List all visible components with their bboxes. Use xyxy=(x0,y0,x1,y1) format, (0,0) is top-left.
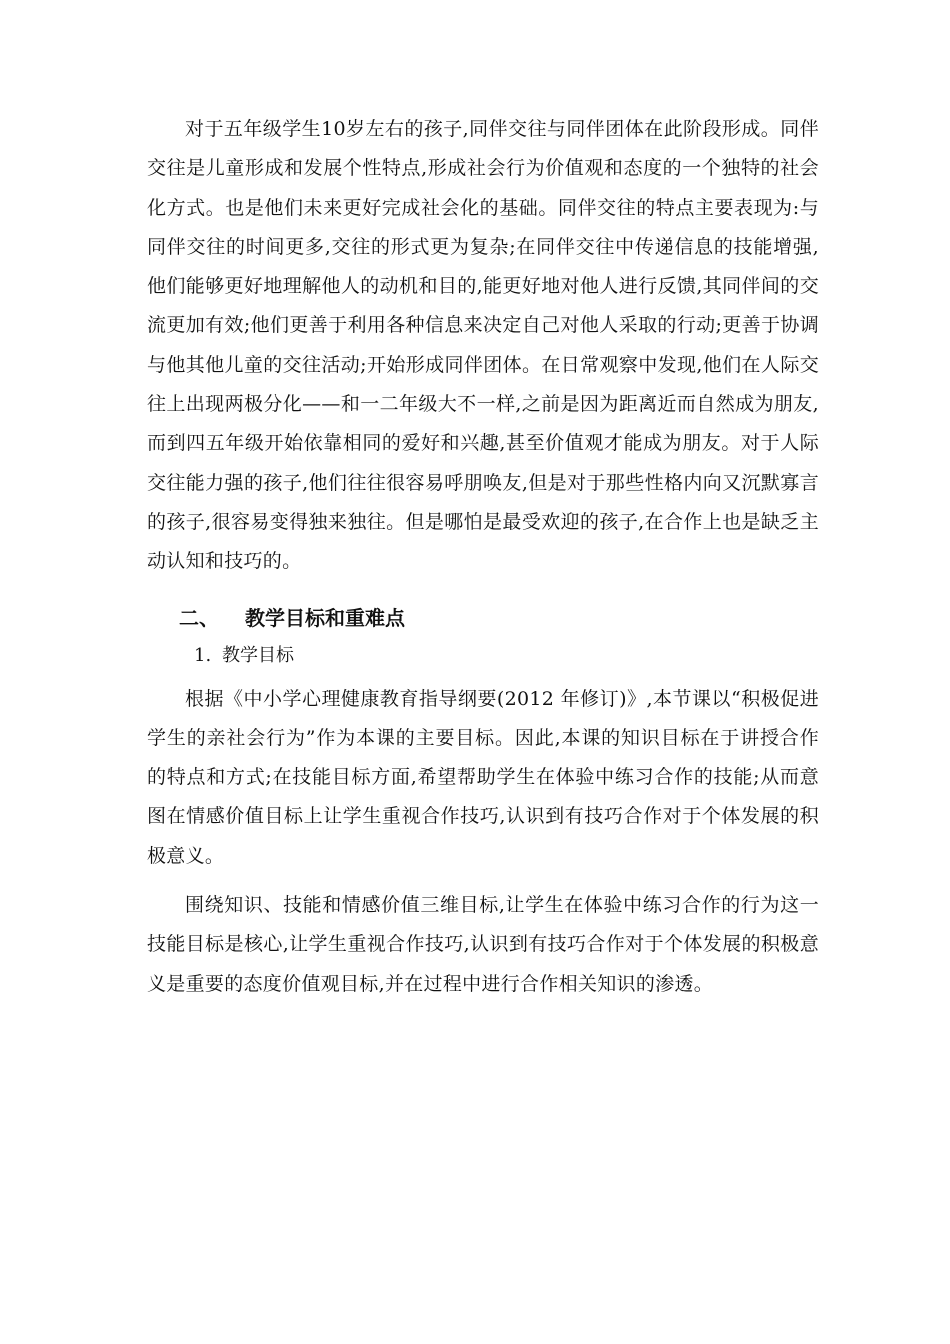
subsection-heading-1 xyxy=(147,644,819,668)
section-heading-2 xyxy=(147,606,819,630)
paragraph-teaching-goals: 根据《中小学心理健康教育指导纲要(2012 年修订)》,本节课以“积极促进学生的亲社会行为”作为本课的主要目标。因此,本课的知识目标在于讲授合作的特点和方式;在技能目标方面,希望帮助学生在体验中练习合作的技能;从而意图在情感价值目标上让学生重视合作技巧,认识到有技巧合作对于个体发展的积极意义。 xyxy=(147,687,819,867)
section-number: 二、 xyxy=(179,605,219,630)
paragraph-three-dimensional-goals: 围绕知识、技能和情感价值三维目标,让学生在体验中练习合作的行为这一技能目标是核心,让学生重视合作技巧,认识到有技巧合作对于个体发展的积极意义是重要的态度价值观目标,并在过程中进行合作相关知识的渗透。 xyxy=(147,894,819,995)
subsection-title: 教学目标 xyxy=(222,644,294,666)
document-page xyxy=(147,110,819,1004)
paragraph-peer-interaction: 对于五年级学生10岁左右的孩子,同伴交往与同伴团体在此阶段形成。同伴交往是儿童形成和发展个性特点,形成社会行为价值观和态度的一个独特的社会化方式。也是他们未来更好完成社会化的基础。同伴交往的特点主要表现为:与同伴交往的时间更多,交往的形式更为复杂;在同伴交往中传递信息的技能增强,他们能够更好地理解他人的动机和目的,能更好地对他人进行反馈,其同伴间的交流更加有效;他们更善于利用各种信息来决定自己对他人采取的行动;更善于协调与他其他儿童的交往活动;开始形成同伴团体。在日常观察中发现,他们在人际交往上出现两极分化——和一二年级大不一样,之前是因为距离近而自然成为朋友,而到四五年级开始依靠相同的爱好和兴趣,甚至价值观才能成为朋友。对于人际交往能力强的孩子,他们往往很容易呼朋唤友,但是对于那些性格内向又沉默寡言的孩子,很容易变得独来独往。但是哪怕是最受欢迎的孩子,在合作上也是缺乏主动认知和技巧的。 xyxy=(147,118,819,573)
section-title: 教学目标和重难点 xyxy=(245,605,405,630)
subsection-number: 1. xyxy=(194,644,212,666)
paragraph-spacer xyxy=(147,876,819,886)
